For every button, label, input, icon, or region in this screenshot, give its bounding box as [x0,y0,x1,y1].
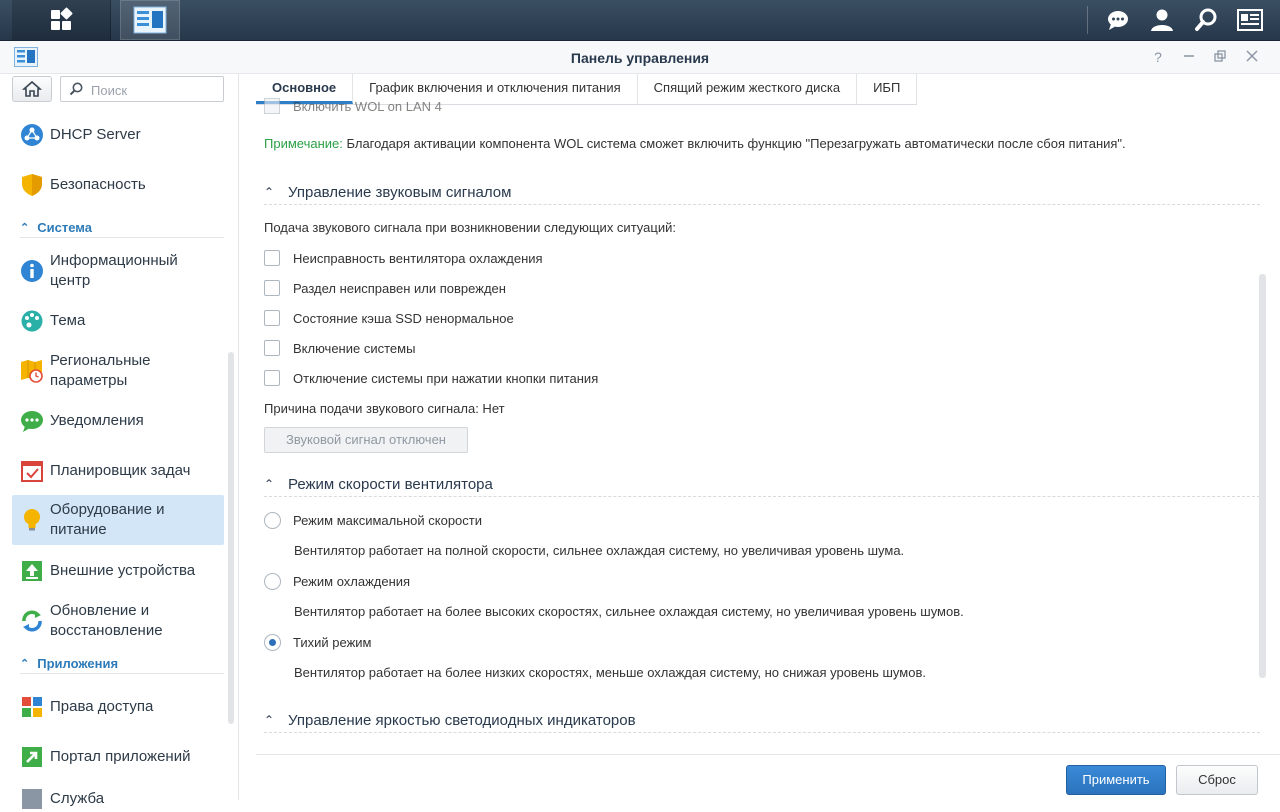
checkbox-label: Неисправность вентилятора охлаждения [293,250,543,266]
regional-icon [20,359,44,383]
sidebar-scrollbar[interactable] [228,352,234,724]
search-button[interactable] [1186,0,1226,40]
sidebar-item-privileges[interactable] [12,694,224,720]
dhcp-icon [20,123,44,147]
control-panel-taskbar-button[interactable] [120,0,180,40]
close-button[interactable] [1242,47,1262,67]
fan-option-full-speed[interactable] [264,512,482,529]
footer-bar [256,754,1280,801]
sidebar-item-label: Портал приложений [50,748,191,765]
taskbar [0,0,1280,41]
chat-button[interactable] [1098,0,1138,40]
section-fan-speed[interactable] [264,472,1260,497]
sidebar-item-label: Региональные [50,352,151,369]
radio-label: Тихий режим [293,635,372,650]
sidebar-item-hardware-power[interactable] [12,495,224,545]
sidebar-item-regional[interactable] [12,350,224,392]
widgets-icon [1237,9,1263,31]
calendar-icon [20,459,44,483]
sidebar-item-app-portal[interactable] [12,744,224,770]
section-led-brightness[interactable] [264,708,1260,733]
search-input[interactable] [89,80,223,100]
search-icon [69,82,83,96]
sidebar-item-label: Тема [50,312,86,329]
sidebar-item-task-scheduler[interactable] [12,458,224,484]
section-title: Приложения [37,655,119,671]
sidebar-item-label: Обновление и [50,602,150,619]
bulb-icon [20,508,44,532]
chevron-up-icon: ⌃ [264,713,275,727]
chevron-up-icon: ⌃ [264,185,275,199]
sidebar-item-label: Планировщик задач [50,462,191,479]
minimize-icon [1183,50,1195,62]
section-title: Режим скорости вентилятора [288,475,493,493]
beep-intro: Подача звукового сигнала при возникновении следующих ситуаций: [264,220,676,235]
sidebar-item-label: Уведомления [50,412,144,429]
help-icon: ? [1154,49,1162,65]
sidebar-search[interactable] [60,76,224,102]
sidebar-item-label: Безопасность [50,176,146,193]
sidebar-item-label: DHCP Server [50,126,141,143]
wol-checkbox-label: Включить WOL on LAN 4 [293,99,442,114]
radio-label: Режим охлаждения [293,574,411,589]
close-icon [1246,50,1258,62]
radio-button[interactable] [264,512,281,529]
chat-icon [1106,8,1130,32]
taskbar-separator [1087,6,1088,34]
notification-icon [20,409,44,433]
tab-ups[interactable]: ИБП [857,74,917,104]
home-icon [23,81,41,97]
main-panel [239,74,1280,800]
sidebar-item-theme[interactable] [12,308,224,334]
section-title: Система [37,219,92,235]
search-icon [1194,8,1218,32]
sidebar-item-label: Служба [50,790,105,807]
checkbox[interactable] [264,250,280,266]
checkbox[interactable] [264,370,280,386]
beep-option-fan-failure[interactable] [264,250,543,266]
checkbox[interactable] [264,280,280,296]
wol-note [264,136,1126,151]
radio-button[interactable] [264,573,281,590]
sidebar-item-security[interactable] [12,172,224,198]
minimize-button[interactable] [1179,47,1199,67]
chevron-up-icon: ⌃ [264,477,275,491]
window-titlebar [0,41,1280,74]
sidebar-item-label-line2: центр [50,272,91,289]
tab-hdd-hibernation[interactable]: Спящий режим жесткого диска [638,74,857,104]
checkbox[interactable] [264,340,280,356]
beep-option-power-button[interactable] [264,370,598,386]
beep-option-ssd-cache[interactable] [264,310,514,326]
sidebar-item-label: Внешние устройства [50,562,196,579]
fan-option-quiet[interactable] [264,634,371,651]
sidebar-item-label-line2: параметры [50,372,128,389]
settings-content [264,99,1264,748]
chevron-up-icon: ⌃ [20,221,30,234]
sidebar-item-label: Права доступа [50,698,154,715]
checkbox[interactable] [264,310,280,326]
beep-reason: Причина подачи звукового сигнала: Нет [264,401,505,416]
note-text: Благодаря активации компонента WOL система сможет включить функцию "Перезагружать автоматически после сбоя питания". [342,136,1126,151]
fan-option-desc: Вентилятор работает на более высоких скоростях, сильнее охлаждая систему, но увеличивая уровень шумов. [294,604,964,619]
radio-button-selected[interactable] [264,634,281,651]
fan-option-cool[interactable] [264,573,410,590]
sidebar-item-label-line2: питание [50,521,107,538]
note-prefix: Примечание: [264,136,343,151]
section-title: Управление звуковым сигналом [288,183,512,201]
help-button[interactable] [1148,47,1168,67]
tab-power-schedule[interactable]: График включения и отключения питания [353,74,637,104]
sidebar-item-label-line2: восстановление [50,622,163,639]
grid-icon [49,8,73,32]
sidebar-section-system[interactable] [20,217,224,238]
sidebar-item-notifications[interactable] [12,408,224,434]
beep-off-button[interactable]: Звуковой сигнал отключен [264,427,468,453]
checkbox-label: Отключение системы при нажатии кнопки питания [293,370,599,386]
main-menu-button[interactable] [12,0,111,40]
radio-label: Режим максимальной скорости [293,513,483,528]
wol-checkbox[interactable] [264,98,280,114]
maximize-button[interactable] [1210,47,1230,67]
fan-option-desc: Вентилятор работает на более низких скоростях, меньше охлаждая систему, но снижая уровень шумов. [294,665,926,680]
service-icon [20,787,44,811]
content-scrollbar[interactable] [1259,274,1266,678]
sidebar-item-dhcp[interactable] [12,122,224,148]
checkbox-label: Состояние кэша SSD ненормальное [293,310,514,326]
beep-option-volume-crashed[interactable] [264,280,506,296]
checkbox-label: Включение системы [293,340,416,356]
control-panel-icon [133,6,167,34]
update-icon [20,609,44,633]
section-title: Управление яркостью светодиодных индикаторов [288,711,636,729]
sidebar-section-apps[interactable] [20,653,224,674]
sidebar-item-external-devices[interactable] [12,558,224,584]
restore-icon [1214,50,1226,62]
palette-icon [20,309,44,333]
user-button[interactable] [1142,0,1182,40]
sidebar [0,74,239,807]
fan-option-desc: Вентилятор работает на полной скорости, сильнее охлаждая систему, но увеличивая уровень шума. [294,543,905,558]
sidebar-item-update-restore[interactable] [12,600,224,642]
checkbox-label: Раздел неисправен или поврежден [293,280,506,296]
widgets-button[interactable] [1230,0,1270,40]
user-icon [1150,8,1174,32]
reset-button[interactable]: Сброс [1176,765,1258,795]
portal-icon [20,745,44,769]
shield-icon [20,173,44,197]
section-beep-control[interactable] [264,180,1260,205]
beep-option-system-on[interactable] [264,340,415,356]
sidebar-item-label: Информационный [50,252,178,269]
info-icon [20,259,44,283]
apply-button[interactable]: Применить [1066,765,1166,795]
sidebar-item-service[interactable] [12,786,224,812]
external-device-icon [20,559,44,583]
privileges-icon [20,695,44,719]
sidebar-item-label: Оборудование и [50,501,165,518]
tab-general[interactable]: Основное [256,74,353,104]
window-title: Панель управления [570,50,710,66]
sidebar-item-info-center[interactable] [12,250,224,292]
wol-checkbox-row[interactable] [264,100,442,114]
home-button[interactable] [12,76,52,102]
chevron-up-icon: ⌃ [20,657,30,670]
